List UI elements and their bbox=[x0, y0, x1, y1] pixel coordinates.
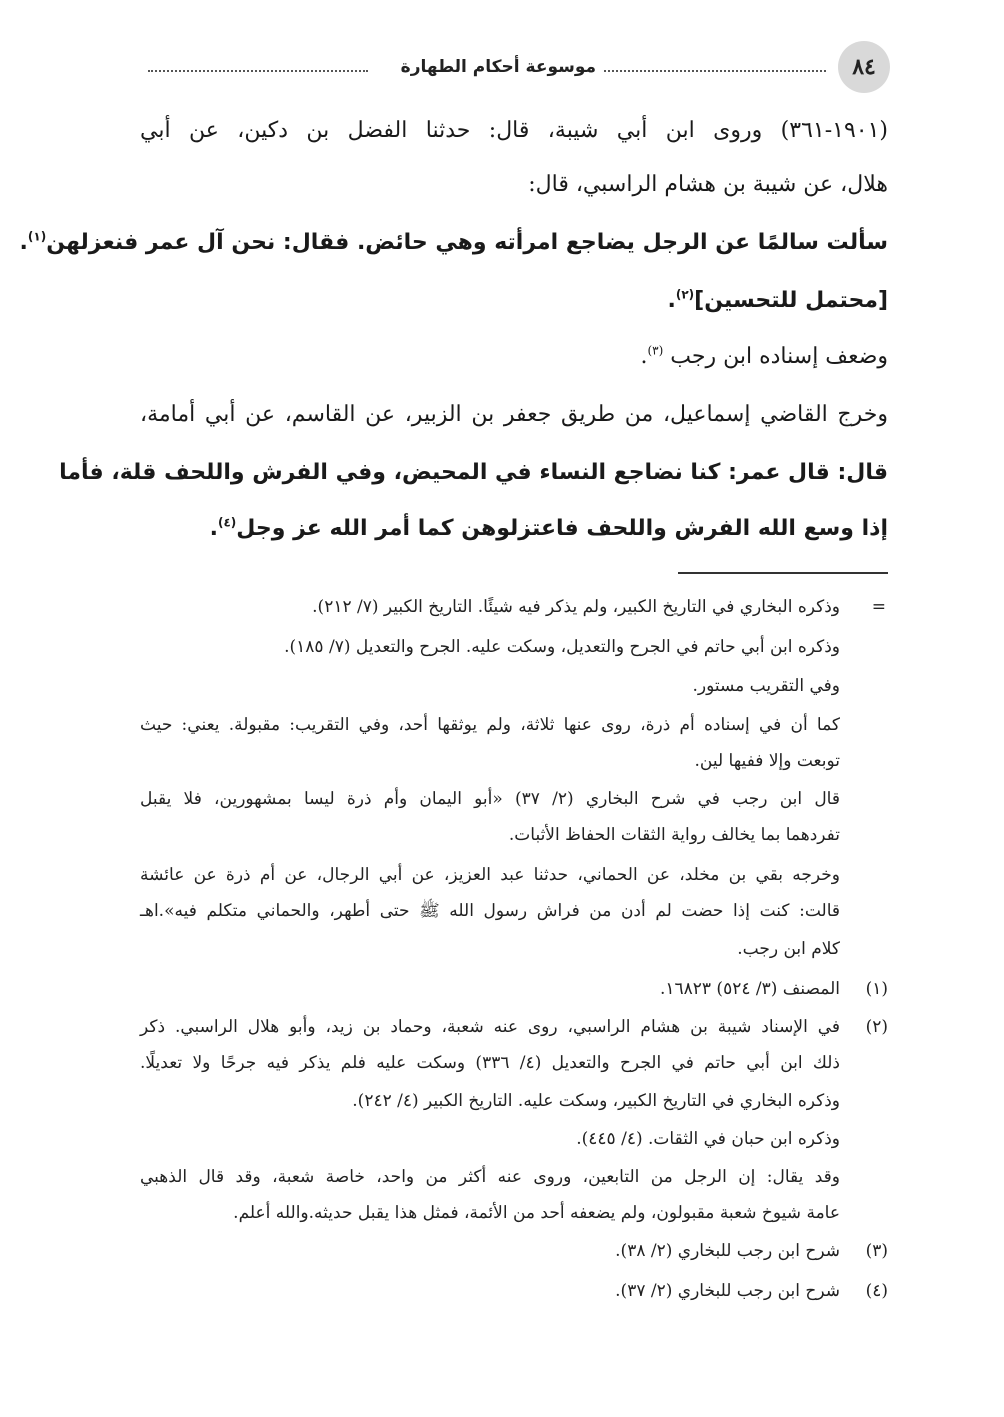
footnote-ref-1[interactable]: (١) bbox=[27, 229, 47, 244]
footnote-4-marker: (٤) bbox=[865, 1281, 888, 1301]
body-line-4-grading: [محتمل للتحسين]$^{(٢)}$. bbox=[667, 287, 888, 313]
book-page: ٨٤ موسوعة أحكام الطهارة (١٩٠١-٣٦١) وروى ابن أبي شيبة، قال: حدثنا الفضل بن دكين، عن أبي هلال، عن شيبة بن هشام الراسبي، قال: سألت سالمًا عن الرجل يضاجع امرأته وهي حائض. فقال: نحن آل عمر فنعزلهن$^{(١)}$. [محتمل للتحسين]$^{(٢)}$. وضعف إسناده ابن رجب $^{(٣)}$. وخرج القاضي إسماعيل، من طريق جعفر بن الزبير، عن القاسم، عن أبي أمامة، قال: قال عمر: كنا نضاجع النساء في المحيض، وفي الفرش واللحف قلة، فأما إذا وسع الله الفرش واللحف فاعتزلوهن كما أمر الله عز وجل$^{(٤)}$. = وذكره البخاري في التاريخ الكبير، ولم يذكر فيه شيئًا. التاريخ الكبير (٧/ ٢١٢). وذكره ابن أبي حاتم في الجرح والتعديل، وسكت عليه. الجرح والتعديل (٧/ ١٨٥). وفي التقريب مستور. كما أن في إسناده أم ذرة، روى عنها ثلاثة، ولم يوثقها أحد، وفي التقريب: مقبولة. يعني: حيث توبعت وإلا ففيها لين. قال ابن رجب في شرح البخاري (٢/ ٣٧) «أبو اليمان وأم ذرة ليسا بمشهورين، فلا يقبل تفردهما بما يخالف رواية الثقات الحفاظ الأثبات. وخرجه بقي بن مخلد، عن الحماني، حدثنا عبد العزيز، عن أبي الرجال، عن أم ذرة عن عائشة قالت: كنت إذا حضت لم أدن من فراش رسول الله ﷺ حتى أطهر، والحماني متكلم فيه».اهـ كلام ابن رجب. (١) المصنف (٣/ ٥٢٤) ١٦٨٢٣. (٢) في الإسناد شيبة بن هشام الراسبي، روى عنه شعبة، وحماد بن زيد، وأبو هلال الراسبي. ذكر ذلك ابن أبي حاتم في الجرح والتعديل (٤/ ٣٣٦) وسكت عليه فلم يذكر فيه جرحًا ولا تعديلًا. وذكره البخاري في التاريخ الكبير، وسكت عليه. التاريخ الكبير (٤/ ٢٤٢). وذكره ابن حبان في الثقات. (٤/ ٤٤٥). وقد يقال: إن الرجل من التابعين، وروى عنه أكثر من واحد، خاصة شعبة، وقد قال الذهبي عامة شيوخ شعبة مقبولون، ولم يضعفه أحد من الأئمة، فمثل هذا يقبل حديثه.والله أعلم. (٣) شرح ابن رجب للبخاري (٢/ ٣٨). (٤) شرح ابن رجب للبخاري (٢/ ٣٧). bbox=[140, 40, 888, 1400]
footnote-2-marker: (٢) bbox=[865, 1017, 888, 1037]
page-header bbox=[140, 40, 888, 98]
footnote-ref-3[interactable]: (٣) bbox=[647, 343, 664, 358]
body-line-5: وضعف إسناده ابن رجب $^{(٣)}$. bbox=[640, 343, 888, 369]
running-title: موسوعة أحكام الطهارة bbox=[400, 57, 596, 77]
quote-text: سألت سالمًا عن الرجل يضاجع امرأته وهي حائض. فقال: نحن آل عمر فنعزلهن bbox=[46, 230, 888, 255]
body-line-6: وخرج القاضي إسماعيل، من طريق جعفر بن الزبير، عن القاسم، عن أبي أمامة، bbox=[140, 402, 888, 427]
footnote-3-marker: (٣) bbox=[865, 1241, 888, 1261]
continuation-mark: = bbox=[871, 597, 886, 617]
body-line-1: (١٩٠١-٣٦١) وروى ابن أبي شيبة، قال: حدثنا الفضل بن دكين، عن أبي bbox=[140, 118, 888, 143]
body-line-2: هلال، عن شيبة بن هشام الراسبي، قال: bbox=[528, 172, 888, 197]
footnote-separator bbox=[678, 572, 888, 574]
grading-text: [محتمل للتحسين] bbox=[694, 288, 888, 313]
body-line-7-quote: قال: قال عمر: كنا نضاجع النساء في المحيض، وفي الفرش واللحف قلة، فأما bbox=[59, 460, 888, 485]
header-dotted-rule-left bbox=[148, 70, 368, 72]
body-line-3-quote: سألت سالمًا عن الرجل يضاجع امرأته وهي حائض. فقال: نحن آل عمر فنعزلهن$^{(١)}$. bbox=[19, 229, 888, 255]
page-number-badge: ٨٤ bbox=[838, 41, 890, 93]
footnote-1-marker: (١) bbox=[865, 979, 888, 999]
body-line-8-quote: إذا وسع الله الفرش واللحف فاعتزلوهن كما أمر الله عز وجل$^{(٤)}$. bbox=[209, 515, 888, 541]
footnote-ref-4[interactable]: (٤) bbox=[217, 515, 237, 530]
header-dotted-rule-right bbox=[604, 70, 826, 72]
footnote-ref-2[interactable]: (٢) bbox=[675, 287, 695, 302]
